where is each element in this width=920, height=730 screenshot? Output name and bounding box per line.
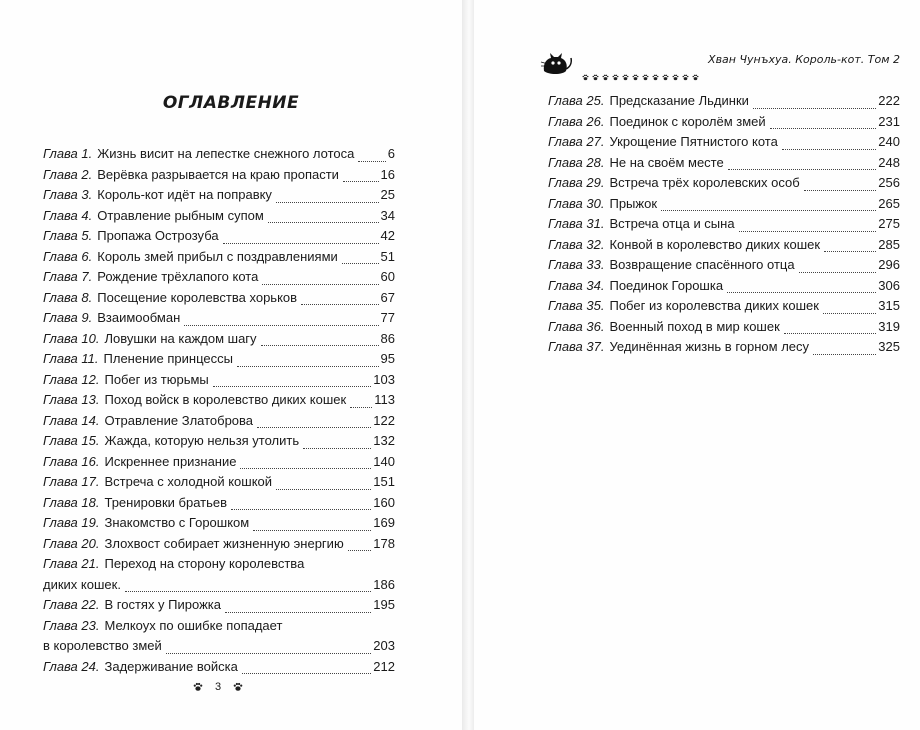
dot-leader xyxy=(342,263,379,264)
chapter-title: Отравление Златоброва xyxy=(104,412,254,428)
dot-leader xyxy=(770,128,877,129)
toc-entry xyxy=(43,411,395,432)
page-ref: 95 xyxy=(380,351,395,366)
page-ref: 60 xyxy=(380,269,395,284)
chapter-title: Жизнь висит на лепестке снежного лотоса xyxy=(97,146,355,161)
page-ref: 25 xyxy=(380,187,395,202)
dot-leader xyxy=(242,673,371,674)
chapter-title: Встреча отца и сына xyxy=(609,216,735,231)
toc-entry xyxy=(43,493,395,514)
page-ref: 248 xyxy=(878,154,900,170)
paw-print-icon xyxy=(582,68,589,75)
dot-leader xyxy=(303,448,371,449)
paw-print-icon xyxy=(672,68,679,75)
page-ref: 186 xyxy=(373,576,395,592)
chapter-number: Глава 6. xyxy=(43,248,93,264)
chapter-number: Глава 35. xyxy=(548,298,605,313)
page-ref: 195 xyxy=(373,597,395,612)
toc-entry xyxy=(43,185,395,206)
page-ref: 285 xyxy=(878,236,900,252)
chapter-title: Верёвка разрывается на краю пропасти xyxy=(97,166,339,182)
page-ref: 132 xyxy=(373,433,395,448)
dot-leader xyxy=(231,509,371,510)
paw-print-icon xyxy=(612,68,619,75)
toc-entry xyxy=(43,472,395,493)
page-ref: 325 xyxy=(878,339,900,354)
running-header xyxy=(538,47,900,77)
page-number: 3 xyxy=(214,681,222,693)
page-ref: 122 xyxy=(373,412,395,428)
dot-leader xyxy=(268,222,379,223)
paw-print-icon xyxy=(602,68,609,75)
chapter-title: Пленение принцессы xyxy=(103,351,233,366)
page-ref: 231 xyxy=(878,113,900,129)
toc-entry xyxy=(43,247,395,268)
toc-entry xyxy=(548,153,900,174)
chapter-title: Военный поход в мир кошек xyxy=(609,318,780,334)
chapter-number: Глава 4. xyxy=(43,207,93,223)
page-ref: 256 xyxy=(878,175,900,190)
toc-entry xyxy=(548,194,900,215)
chapter-number: Глава 33. xyxy=(548,257,605,272)
toc-entry xyxy=(548,276,900,297)
dot-leader xyxy=(261,345,379,346)
dot-leader xyxy=(253,530,371,531)
chapter-number: Глава 30. xyxy=(548,195,605,211)
paw-print-icon xyxy=(652,68,659,75)
dot-leader xyxy=(213,386,372,387)
chapter-number: Глава 27. xyxy=(548,134,605,149)
dot-leader xyxy=(739,231,877,232)
toc-entry xyxy=(548,91,900,112)
chapter-title: Посещение королевства хорьков xyxy=(97,289,298,305)
page-ref: 212 xyxy=(373,658,395,674)
chapter-number: Глава 24. xyxy=(43,658,100,674)
paw-print-icon xyxy=(233,682,243,692)
toc-entry xyxy=(43,595,395,616)
toc-entry xyxy=(43,206,395,227)
page-ref: 86 xyxy=(380,330,395,346)
dot-leader xyxy=(276,489,371,490)
chapter-number: Глава 25. xyxy=(548,93,605,108)
toc-entry xyxy=(548,214,900,235)
chapter-number: Глава 18. xyxy=(43,494,100,510)
paw-print-icon xyxy=(682,68,689,75)
chapter-number: Глава 32. xyxy=(548,236,605,252)
toc-entry xyxy=(548,132,900,153)
chapter-title: Задерживание войска xyxy=(104,658,238,674)
chapter-number: Глава 19. xyxy=(43,515,100,530)
chapter-number: Глава 2. xyxy=(43,166,93,182)
paw-print-icon xyxy=(692,68,699,75)
toc-entry xyxy=(43,554,395,595)
chapter-title: Знакомство с Горошком xyxy=(104,515,250,530)
chapter-title: Взаимообман xyxy=(97,310,181,325)
toc-entry xyxy=(548,317,900,338)
chapter-title: Прыжок xyxy=(609,195,658,211)
dot-leader xyxy=(804,190,877,191)
chapter-number: Глава 34. xyxy=(548,277,605,293)
running-head-title: Хван Чунъхуа. Король-кот. Том 2 xyxy=(708,53,900,66)
dot-leader xyxy=(257,427,371,428)
page-ref: 51 xyxy=(380,248,395,264)
chapter-title: Встреча с холодной кошкой xyxy=(104,474,273,489)
dot-leader xyxy=(782,149,876,150)
page-ref: 319 xyxy=(878,318,900,334)
paw-print-icon xyxy=(193,682,203,692)
chapter-title: Встреча трёх королевских особ xyxy=(609,175,800,190)
toc-entry xyxy=(43,431,395,452)
toc-entry xyxy=(43,267,395,288)
page-ref: 67 xyxy=(380,289,395,305)
chapter-number: Глава 14. xyxy=(43,412,100,428)
chapter-title: Уединённая жизнь в горном лесу xyxy=(609,339,810,354)
cat-silhouette-icon xyxy=(538,49,574,77)
dot-leader xyxy=(166,653,372,654)
dot-leader xyxy=(753,108,876,109)
chapter-number: Глава 5. xyxy=(43,228,93,243)
page-ref: 275 xyxy=(878,216,900,231)
toc-entry xyxy=(43,390,395,411)
chapter-title: Возвращение спасённого отца xyxy=(609,257,795,272)
chapter-number: Глава 12. xyxy=(43,371,100,387)
chapter-number: Глава 15. xyxy=(43,433,100,448)
toc-list-left xyxy=(43,144,395,677)
page-ref: 296 xyxy=(878,257,900,272)
chapter-title: Король змей прибыл с поздравлениями xyxy=(97,248,338,264)
chapter-title: Пропажа Острозуба xyxy=(97,228,219,243)
paw-print-icon xyxy=(622,68,629,75)
paw-print-icon xyxy=(632,68,639,75)
dot-leader xyxy=(262,284,378,285)
dot-leader xyxy=(237,366,379,367)
chapter-number: Глава 1. xyxy=(43,146,93,161)
toc-entry xyxy=(43,513,395,534)
toc-entry xyxy=(43,144,395,165)
toc-entry xyxy=(43,452,395,473)
page-ref: 306 xyxy=(878,277,900,293)
chapter-number: Глава 13. xyxy=(43,392,100,407)
dot-leader xyxy=(301,304,378,305)
dot-leader xyxy=(727,292,876,293)
chapter-title: Укрощение Пятнистого кота xyxy=(609,134,778,149)
chapter-number: Глава 10. xyxy=(43,330,100,346)
toc-entry xyxy=(43,370,395,391)
dot-leader xyxy=(824,251,876,252)
page-ref: 151 xyxy=(373,474,395,489)
toc-title: ОГЛАВЛЕНИЕ xyxy=(162,93,300,113)
chapter-title: Тренировки братьев xyxy=(104,494,228,510)
chapter-title: Отравление рыбным супом xyxy=(97,207,264,223)
toc-entry xyxy=(43,165,395,186)
page-ref: 34 xyxy=(380,207,395,223)
dot-leader xyxy=(823,313,876,314)
toc-entry xyxy=(548,112,900,133)
paw-print-border xyxy=(582,68,699,76)
chapter-title: Побег из королевства диких кошек xyxy=(609,298,819,313)
toc-entry xyxy=(43,226,395,247)
dot-leader xyxy=(184,325,378,326)
book-gutter xyxy=(462,0,474,730)
chapter-title: Рождение трёхлапого кота xyxy=(97,269,259,284)
dot-leader xyxy=(343,181,379,182)
dot-leader xyxy=(225,612,371,613)
chapter-number: Глава 21. xyxy=(43,556,100,571)
toc-entry xyxy=(548,235,900,256)
chapter-title: Предсказание Льдинки xyxy=(609,93,749,108)
chapter-number: Глава 3. xyxy=(43,187,93,202)
dot-leader xyxy=(799,272,877,273)
page-ref: 6 xyxy=(387,146,395,161)
paw-print-icon xyxy=(592,68,599,75)
chapter-title: Король-кот идёт на поправку xyxy=(97,187,272,202)
dot-leader xyxy=(813,354,876,355)
toc-entry xyxy=(43,657,395,678)
chapter-title: Переход на сторону королевства xyxy=(104,556,305,571)
paw-print-icon xyxy=(662,68,669,75)
chapter-number: Глава 7. xyxy=(43,269,93,284)
page-ref: 240 xyxy=(878,134,900,149)
chapter-number: Глава 22. xyxy=(43,597,100,612)
dot-leader xyxy=(358,161,385,162)
page-folio xyxy=(193,679,243,695)
chapter-title: Не на своём месте xyxy=(609,154,724,170)
chapter-number: Глава 8. xyxy=(43,289,93,305)
dot-leader xyxy=(348,550,372,551)
dot-leader xyxy=(661,210,876,211)
toc-entry xyxy=(548,337,900,358)
page-ref: 42 xyxy=(380,228,395,243)
dot-leader xyxy=(223,243,379,244)
toc-entry xyxy=(548,296,900,317)
page-ref: 77 xyxy=(380,310,395,325)
chapter-title: Злохвост собирает жизненную энергию xyxy=(104,535,344,551)
page-ref: 178 xyxy=(373,535,395,551)
chapter-title-continued: в королевство змей xyxy=(43,638,162,653)
chapter-number: Глава 36. xyxy=(548,318,605,334)
chapter-number: Глава 17. xyxy=(43,474,100,489)
toc-entry xyxy=(43,308,395,329)
toc-list-right xyxy=(548,91,900,358)
chapter-title: Поход войск в королевство диких кошек xyxy=(104,392,347,407)
chapter-title: Ловушки на каждом шагу xyxy=(104,330,257,346)
toc-entry xyxy=(43,616,395,657)
chapter-number: Глава 11. xyxy=(43,351,99,366)
chapter-number: Глава 29. xyxy=(548,175,605,190)
chapter-title: Мелкоух по ошибке попадает xyxy=(104,617,283,633)
chapter-number: Глава 26. xyxy=(548,113,605,129)
dot-leader xyxy=(784,333,877,334)
chapter-number: Глава 28. xyxy=(548,154,605,170)
dot-leader xyxy=(350,407,372,408)
chapter-title: Жажда, которую нельзя утолить xyxy=(104,433,300,448)
chapter-number: Глава 37. xyxy=(548,339,605,354)
chapter-title: Поединок Горошка xyxy=(609,277,724,293)
toc-entry xyxy=(43,329,395,350)
dot-leader xyxy=(125,591,371,592)
page-ref: 203 xyxy=(373,638,395,653)
toc-entry xyxy=(43,534,395,555)
dot-leader xyxy=(276,202,379,203)
toc-entry xyxy=(548,255,900,276)
page-ref: 113 xyxy=(374,392,395,407)
page-ref: 16 xyxy=(380,166,395,182)
chapter-number: Глава 9. xyxy=(43,310,93,325)
dot-leader xyxy=(728,169,877,170)
page-ref: 140 xyxy=(373,453,395,469)
chapter-number: Глава 20. xyxy=(43,535,100,551)
toc-entry xyxy=(548,173,900,194)
chapter-number: Глава 31. xyxy=(548,216,605,231)
dot-leader xyxy=(240,468,371,469)
page-ref: 169 xyxy=(373,515,395,530)
chapter-title: Искреннее признание xyxy=(104,453,237,469)
page-ref: 315 xyxy=(878,298,900,313)
chapter-title: Поединок с королём змей xyxy=(609,113,766,129)
toc-entry xyxy=(43,349,395,370)
chapter-title: В гостях у Пирожка xyxy=(104,597,221,612)
toc-entry xyxy=(43,288,395,309)
chapter-number: Глава 23. xyxy=(43,617,100,633)
page-ref: 222 xyxy=(878,93,900,108)
page-ref: 160 xyxy=(373,494,395,510)
paw-print-icon xyxy=(642,68,649,75)
chapter-title: Побег из тюрьмы xyxy=(104,371,209,387)
page-ref: 103 xyxy=(373,371,395,387)
page-ref: 265 xyxy=(878,195,900,211)
chapter-number: Глава 16. xyxy=(43,453,100,469)
chapter-title: Конвой в королевство диких кошек xyxy=(609,236,821,252)
chapter-title-continued: диких кошек. xyxy=(43,576,121,592)
